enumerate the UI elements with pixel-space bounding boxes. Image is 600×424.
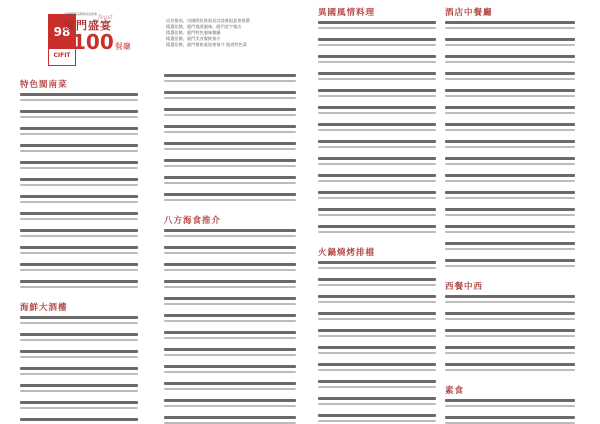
intro-line: 這份指南，由國際投資貿易洽談會組委會推薦 (166, 18, 250, 23)
listing-placeholder (445, 346, 575, 361)
listing-placeholder (164, 91, 296, 106)
logo-mark: 98 (49, 15, 75, 49)
masthead-subline: 中國國際投資貿易洽談會 (64, 12, 98, 16)
listing-placeholder (164, 229, 296, 244)
listing-placeholder (445, 55, 575, 70)
listing-placeholder (20, 367, 138, 382)
listing-placeholder (445, 329, 575, 344)
listing-placeholder (164, 365, 296, 380)
listing-placeholder (20, 212, 138, 227)
hundred-badge (72, 30, 146, 62)
listing-placeholder (445, 123, 575, 138)
section-heading-western: 西餐中西 (445, 282, 484, 292)
listing-placeholder (318, 346, 436, 361)
section-heading-hotpot: 火鍋燒烤排檔 (318, 248, 376, 258)
listing-placeholder (164, 125, 296, 140)
intro-line: 精選佳餚，廈門特色風味餐廳 (166, 30, 221, 35)
listing-placeholder (318, 329, 436, 344)
section-heading-seafood: 海鮮大酒樓 (20, 303, 68, 313)
column-1 (20, 0, 138, 424)
listing-placeholder (20, 161, 138, 176)
listing-placeholder (20, 418, 138, 424)
listing-placeholder (318, 106, 436, 121)
listing-placeholder (318, 261, 436, 276)
listing-placeholder (445, 363, 575, 378)
listing-placeholder (318, 174, 436, 189)
listing-placeholder (20, 263, 138, 278)
listing-placeholder (318, 414, 436, 424)
listing-placeholder (164, 159, 296, 174)
listing-placeholder (318, 363, 436, 378)
listing-placeholder (20, 110, 138, 125)
listing-placeholder (164, 297, 296, 312)
column-4 (445, 0, 575, 424)
intro-line: 精選佳餚，廈門地道風味，廈門老字號店 (166, 24, 242, 29)
listing-placeholder (20, 127, 138, 142)
listing-placeholder (164, 108, 296, 123)
listing-placeholder (318, 278, 436, 293)
badge-word: 餐廳 (114, 42, 131, 51)
listing-placeholder (445, 208, 575, 223)
section-heading-minnan: 特色閩南菜 (20, 80, 68, 90)
listing-placeholder (164, 399, 296, 414)
section-heading-eight-directions: 八方海食推介 (164, 216, 222, 226)
listing-placeholder (445, 106, 575, 121)
section-heading-hotel-chinese: 酒店中餐廳 (445, 8, 493, 18)
listing-placeholder (318, 38, 436, 53)
listing-placeholder (445, 242, 575, 257)
listing-placeholder (318, 225, 436, 240)
badge-number: 100 (72, 30, 114, 54)
listing-placeholder (164, 348, 296, 363)
listing-placeholder (318, 380, 436, 395)
listing-placeholder (20, 144, 138, 159)
listing-placeholder (20, 246, 138, 261)
listing-placeholder (445, 157, 575, 172)
intro-line: 精選佳餚，廈門餐飲業協會推介 地道特色菜 (166, 42, 247, 47)
listing-placeholder (164, 314, 296, 329)
listing-placeholder (318, 208, 436, 223)
listing-placeholder (164, 280, 296, 295)
listing-placeholder (20, 316, 138, 331)
listing-placeholder (20, 350, 138, 365)
listing-placeholder (445, 191, 575, 206)
listing-placeholder (445, 259, 575, 274)
listing-placeholder (318, 295, 436, 310)
listing-placeholder (164, 263, 296, 278)
listing-placeholder (164, 416, 296, 424)
listing-placeholder (318, 157, 436, 172)
listing-placeholder (445, 174, 575, 189)
listing-placeholder (318, 89, 436, 104)
listing-placeholder (20, 178, 138, 193)
listing-placeholder (445, 89, 575, 104)
listing-placeholder (445, 72, 575, 87)
listing-placeholder (318, 55, 436, 70)
listing-placeholder (318, 123, 436, 138)
listing-placeholder (164, 142, 296, 157)
listing-placeholder (318, 21, 436, 36)
section-heading-exotic: 異國風情料理 (318, 8, 376, 18)
listing-placeholder (20, 401, 138, 416)
listing-placeholder (445, 140, 575, 155)
listing-placeholder (318, 397, 436, 412)
listing-placeholder (318, 191, 436, 206)
intro-line: 精選佳餚，廈門美食餐飲推介 (166, 36, 221, 41)
listing-placeholder (318, 72, 436, 87)
listing-placeholder (164, 193, 296, 208)
logo-label: CIFIT (53, 52, 71, 59)
listing-placeholder (318, 140, 436, 155)
listing-placeholder (445, 21, 575, 36)
listing-placeholder (318, 312, 436, 327)
listing-placeholder (164, 382, 296, 397)
section-heading-vegetarian: 素食 (445, 386, 465, 396)
listing-placeholder (20, 93, 138, 108)
listing-placeholder (164, 331, 296, 346)
listing-placeholder (164, 176, 296, 191)
listing-placeholder (445, 38, 575, 53)
listing-placeholder (445, 225, 575, 240)
listing-placeholder (20, 229, 138, 244)
masthead-tagline: feast (98, 14, 113, 21)
listing-placeholder (445, 312, 575, 327)
column-2 (164, 0, 296, 424)
masthead-main: 廈門盛宴 (64, 19, 112, 32)
column-3 (318, 0, 436, 424)
listing-placeholder (20, 280, 138, 295)
listing-placeholder (20, 333, 138, 348)
listing-placeholder (445, 295, 575, 310)
listing-placeholder (445, 399, 575, 414)
listing-placeholder (445, 416, 575, 424)
listing-placeholder (164, 246, 296, 261)
listing-placeholder (164, 74, 296, 89)
listing-placeholder (20, 195, 138, 210)
listing-placeholder (20, 384, 138, 399)
